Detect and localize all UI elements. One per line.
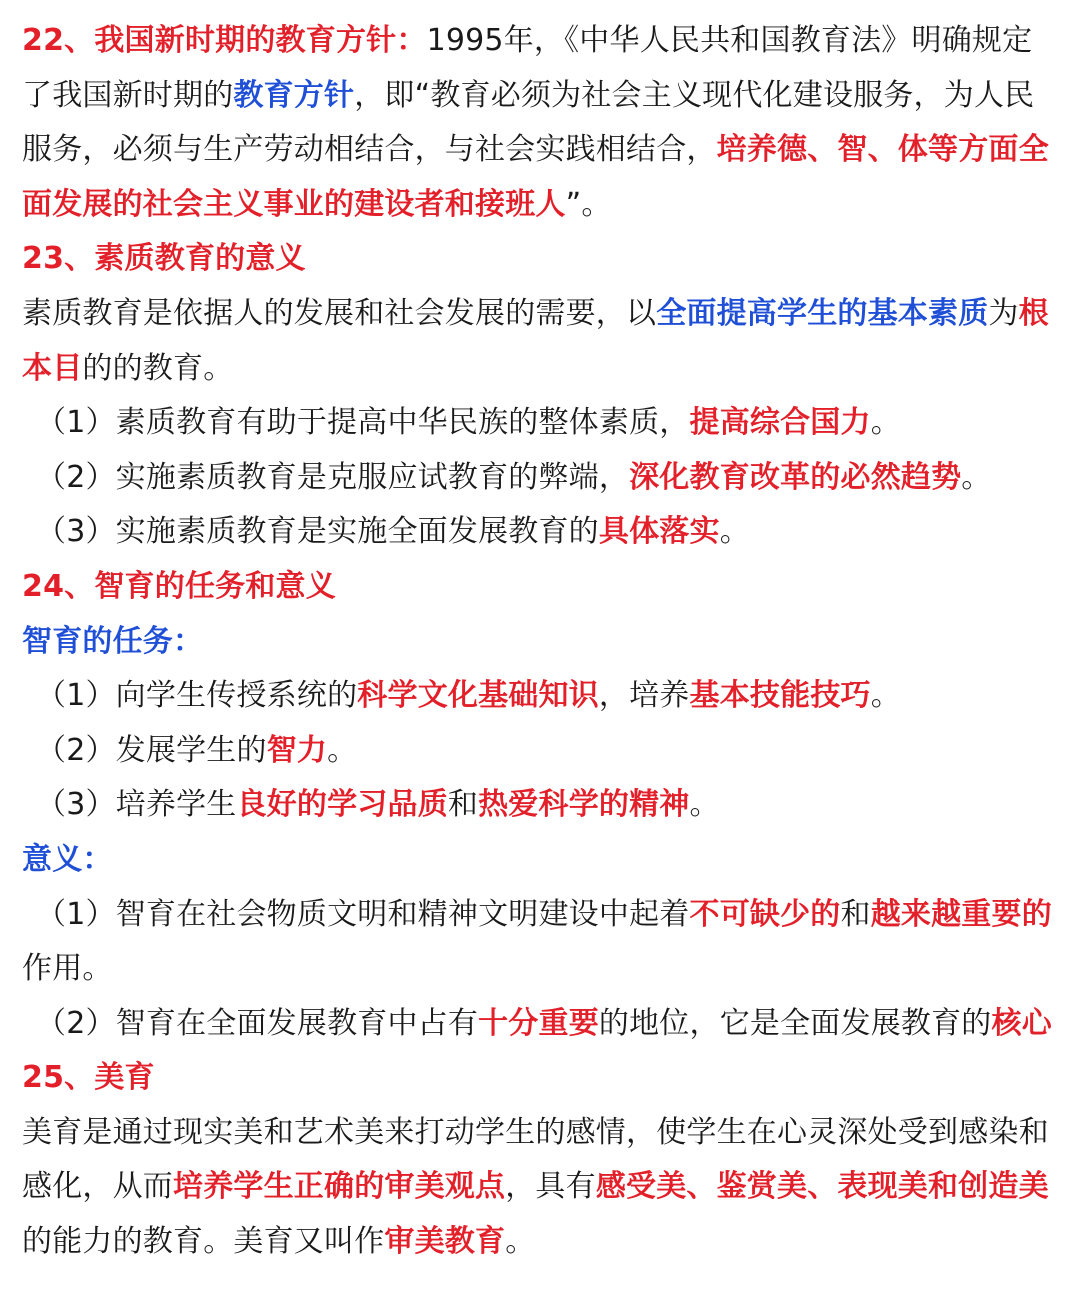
red-emphasis-text: 智力 bbox=[266, 732, 328, 768]
red-emphasis-text: 不可缺少的 bbox=[689, 896, 841, 932]
text-line bbox=[22, 1160, 1058, 1215]
body-text: 。 bbox=[961, 459, 992, 495]
body-text: 。 bbox=[719, 514, 750, 550]
blue-emphasis-text: 全面提高学生的基本素质 bbox=[656, 295, 989, 331]
body-text: （2）实施素质教育是克服应试教育的弊端， bbox=[36, 459, 630, 495]
body-text: （1）智育在社会物质文明和精神文明建设中起着 bbox=[36, 896, 690, 932]
text-line bbox=[22, 942, 1058, 997]
body-text: 美育是通过现实美和艺术美来打动学生的感情，使学生在心灵深处受到感染和 bbox=[22, 1114, 1049, 1150]
text-line bbox=[22, 833, 1058, 888]
red-emphasis-text: 提高综合国力 bbox=[689, 405, 871, 441]
red-emphasis-text: 培养学生正确的审美观点 bbox=[173, 1169, 506, 1205]
body-text: （3）实施素质教育是实施全面发展教育的 bbox=[36, 514, 599, 550]
body-text: ，具有 bbox=[505, 1169, 596, 1205]
text-line bbox=[22, 997, 1058, 1052]
text-line bbox=[22, 287, 1058, 342]
text-line bbox=[22, 123, 1058, 178]
red-emphasis-text: 22、我国新时期的教育方针： bbox=[22, 23, 427, 58]
body-text: 和 bbox=[447, 787, 479, 823]
text-line bbox=[22, 615, 1058, 670]
body-text: （3）培养学生 bbox=[36, 787, 237, 823]
text-line bbox=[22, 1051, 1058, 1106]
blue-emphasis-text: 意义： bbox=[22, 841, 113, 877]
body-text: 了我国新时期的 bbox=[22, 77, 234, 113]
text-line bbox=[22, 1215, 1058, 1270]
red-emphasis-text: 核心 bbox=[991, 1005, 1052, 1041]
body-text: 服务，必须与生产劳动相结合，与社会实践相结合， bbox=[22, 132, 717, 168]
body-text: 感化，从而 bbox=[22, 1169, 173, 1205]
text-line bbox=[22, 505, 1058, 560]
body-text: ，培养 bbox=[598, 678, 690, 714]
red-emphasis-text: 科学文化基础知识 bbox=[357, 678, 599, 714]
body-text: （2）发展学生的 bbox=[36, 732, 267, 768]
red-emphasis-text: 24、智育的任务和意义 bbox=[22, 568, 336, 604]
body-text: 作用。 bbox=[22, 951, 113, 987]
red-emphasis-text: 越来越重要的 bbox=[870, 896, 1052, 932]
red-emphasis-text: 基本技能技巧 bbox=[689, 678, 871, 714]
text-line bbox=[22, 724, 1058, 779]
red-emphasis-text: 培养德、智、体等方面全 bbox=[716, 132, 1049, 168]
body-text: （1）向学生传授系统的 bbox=[36, 678, 358, 714]
red-emphasis-text: 审美教育 bbox=[384, 1224, 506, 1260]
body-text: 1995年，《中华人民共和国教育法》明确规定 bbox=[426, 23, 1033, 58]
text-line bbox=[22, 232, 1058, 287]
text-line bbox=[22, 342, 1058, 397]
text-line bbox=[22, 178, 1058, 233]
body-text: ”。 bbox=[565, 186, 612, 222]
red-emphasis-text: 十分重要 bbox=[478, 1005, 599, 1041]
red-emphasis-text: 根 bbox=[1018, 295, 1049, 331]
body-text: 的能力的教育。美育又叫作 bbox=[22, 1224, 385, 1260]
text-line bbox=[22, 560, 1058, 615]
text-line bbox=[22, 451, 1058, 506]
text-line bbox=[22, 396, 1058, 451]
text-line bbox=[22, 778, 1058, 833]
body-text: 。 bbox=[505, 1224, 536, 1260]
body-text: （2）智育在全面发展教育中占有 bbox=[36, 1005, 479, 1041]
red-emphasis-text: 热爱科学的精神 bbox=[478, 787, 690, 823]
body-text: 。 bbox=[870, 678, 901, 714]
body-text: 为 bbox=[988, 295, 1019, 331]
body-text: ，即“教育必须为社会主义现代化建设服务，为人民 bbox=[354, 77, 1035, 113]
red-emphasis-text: 深化教育改革的必然趋势 bbox=[629, 459, 962, 495]
red-emphasis-text: 良好的学习品质 bbox=[236, 787, 448, 823]
red-emphasis-text: 面发展的社会主义事业的建设者和接班人 bbox=[22, 186, 566, 222]
text-line bbox=[22, 1106, 1058, 1161]
body-text: 。 bbox=[870, 405, 901, 441]
body-text: 和 bbox=[840, 896, 871, 932]
body-text: （1）素质教育有助于提高中华民族的整体素质， bbox=[36, 405, 690, 441]
red-emphasis-text: 本目 bbox=[22, 350, 83, 386]
red-emphasis-text: 23、素质教育的意义 bbox=[22, 241, 306, 277]
body-text: 素质教育是依据人的发展和社会发展的需要，以 bbox=[22, 295, 657, 331]
body-text: 的的教育。 bbox=[82, 350, 234, 386]
body-text: 。 bbox=[689, 787, 720, 823]
blue-emphasis-text: 智育的任务： bbox=[22, 623, 204, 659]
red-emphasis-text: 具体落实 bbox=[598, 514, 720, 550]
red-emphasis-text: 感受美、鉴赏美、表现美和创造美 bbox=[595, 1169, 1049, 1205]
body-text: 的地位，它是全面发展教育的 bbox=[598, 1005, 992, 1041]
body-text: 。 bbox=[327, 732, 358, 768]
blue-emphasis-text: 教育方针 bbox=[233, 77, 355, 113]
text-line bbox=[22, 69, 1058, 124]
red-emphasis-text: 25、美育 bbox=[22, 1060, 155, 1096]
text-line bbox=[22, 14, 1058, 69]
text-line bbox=[22, 888, 1058, 943]
text-line bbox=[22, 669, 1058, 724]
